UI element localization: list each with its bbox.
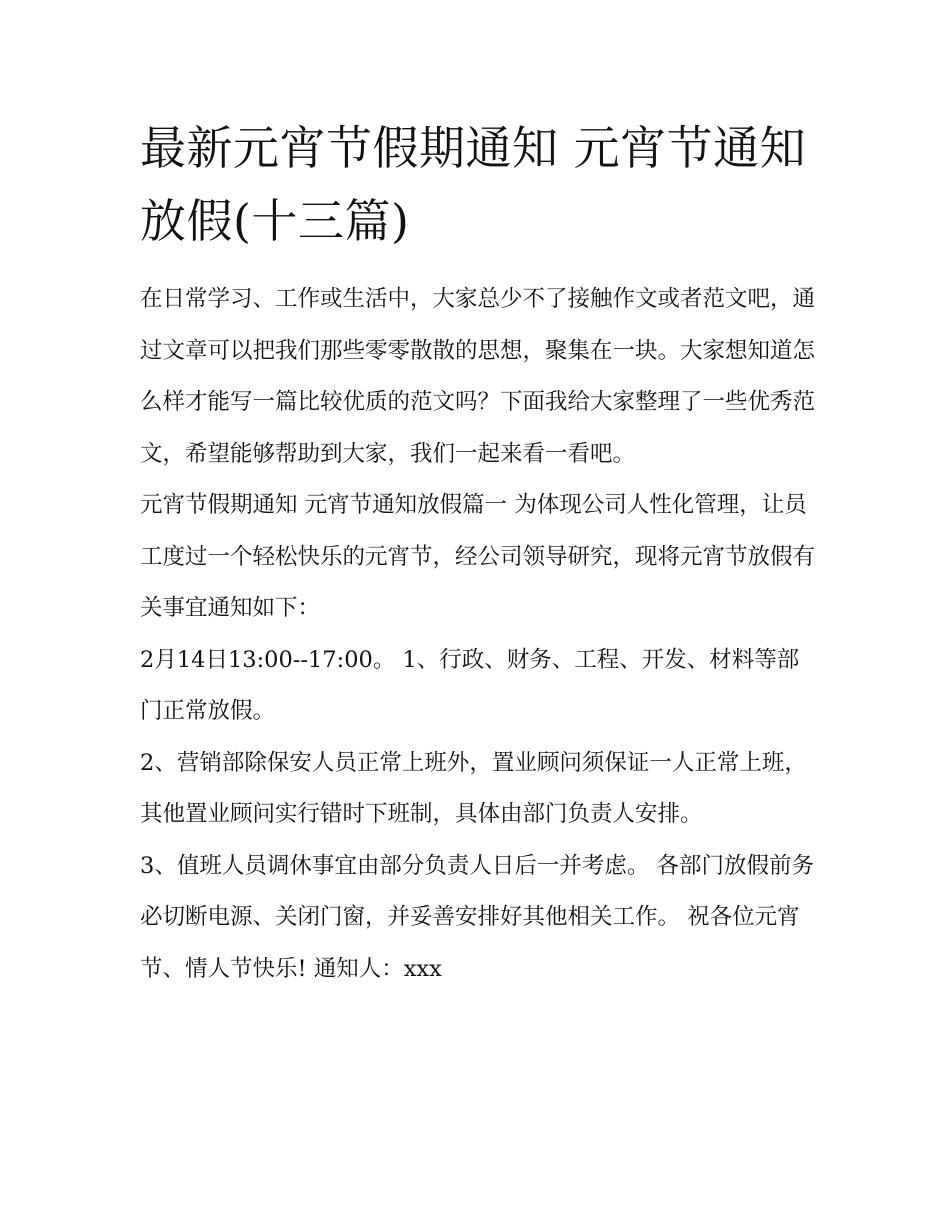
notice-opening-paragraph: 元宵节假期通知 元宵节通知放假篇一 为体现公司人性化管理，让员工度过一个轻松快乐的元宵节，经公司领导研究，现将元宵节放假有关事宜通知如下： [140,492,816,621]
intro-paragraph: 在日常学习、工作或生活中，大家总少不了接触作文或者范文吧，通过文章可以把我们那些零零散散的思想，聚集在一块。大家想知道怎么样才能写一篇比较优质的范文吗？下面我给大家整理了一些优秀范文，希望能够帮助到大家，我们一起来看一看吧。 [140,286,816,467]
notice-item-3-paragraph: 3、值班人员调休事宜由部分负责人日后一并考虑。 各部门放假前务必切断电源、关闭门窗，并妥善安排好其他相关工作。 祝各位元宵节、情人节快乐! 通知人：xxx [140,852,814,982]
notice-item-1-paragraph: 2月14日13:00--17:00。 1、行政、财务、工程、开发、材料等部门正常放假。 [140,646,800,724]
document-title: 最新元宵节假期通知 元宵节通知放假(十三篇) [140,121,807,248]
document-page [140,112,820,995]
notice-item-2-paragraph: 2、营销部除保安人员正常上班外，置业顾问须保证一人正常上班，其他置业顾问实行错时下班制，具体由部门负责人安排。 [140,749,807,827]
